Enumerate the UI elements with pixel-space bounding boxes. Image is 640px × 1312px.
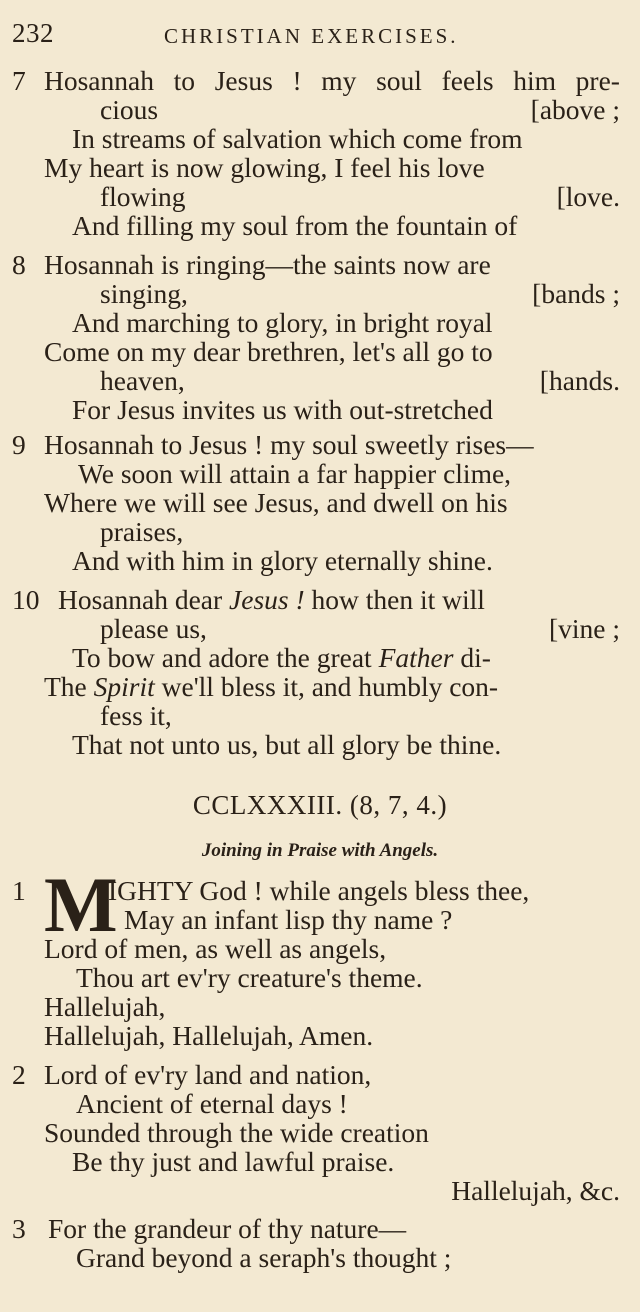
hymn-subtitle: Joining in Praise with Angels. (201, 840, 439, 861)
verse-line: For the grandeur of thy nature— (48, 1213, 407, 1244)
stanza-number: 9 (12, 429, 26, 460)
verse-line: For Jesus invites us with out-stretched (72, 394, 493, 425)
verse-line: May an infant lisp thy name ? (124, 904, 453, 935)
stanza-number: 3 (12, 1213, 26, 1244)
verse-line: praises, (100, 516, 184, 547)
refrain-cue: Hallelujah, &c. (451, 1175, 620, 1206)
verse-line: And with him in glory eternally shine. (72, 545, 493, 576)
stanza-number: 2 (12, 1059, 26, 1090)
verse-line: In streams of salvation which come from (72, 123, 523, 154)
verse-line: That not unto us, but all glory be thine. (72, 729, 502, 760)
verse-line: Hosannah is ringing—the saints now are (44, 249, 491, 280)
verse-line: Hosannah to Jesus ! my soul sweetly rises— (44, 429, 534, 460)
hymn-heading (0, 790, 640, 820)
turnover-word: [above ; (530, 94, 620, 125)
turnover-word: [love. (556, 181, 620, 212)
hymn-title: CCLXXXIII. (8, 7, 4.) (192, 790, 448, 820)
verse-line: please us, (100, 613, 207, 644)
verse-text: Hosannah dear (58, 584, 223, 615)
verse-text: di- (460, 642, 491, 673)
verse-line: My heart is now glowing, I feel his love (44, 152, 485, 183)
verse-line: singing, (100, 278, 188, 309)
verse-line: cious (100, 94, 159, 125)
stanza-number: 10 (12, 584, 40, 615)
italic-word: Spirit (93, 671, 155, 702)
verse-text: To bow and adore the great (72, 642, 372, 673)
turnover-word: [hands. (539, 365, 620, 396)
verse-line (58, 585, 485, 615)
verse-line: Lord of ev'ry land and nation, (44, 1059, 372, 1090)
verse-line: And filling my soul from the fountain of (72, 210, 518, 241)
verse-line: flowing (100, 181, 186, 212)
verse-line: Lord of men, as well as angels, (44, 933, 387, 964)
italic-word: Jesus ! (229, 584, 305, 615)
verse-line: Where we will see Jesus, and dwell on his (44, 487, 508, 518)
verse-text: The (44, 671, 87, 702)
verse-line: Come on my dear brethren, let's all go to (44, 336, 493, 367)
verse-line: And marching to glory, in bright royal (72, 307, 493, 338)
page-number: 232 (12, 18, 54, 48)
verse-text: how then it will (311, 584, 485, 615)
verse-line: Thou art ev'ry creature's theme. (76, 962, 423, 993)
verse-line: IGHTY God ! while angels bless thee, (108, 875, 530, 906)
stanza-number: 7 (12, 65, 26, 96)
verse-line: heaven, (100, 365, 185, 396)
stanza-number: 8 (12, 249, 26, 280)
verse-line: Hallelujah, Hallelujah, Amen. (44, 1020, 374, 1051)
verse-line: Be thy just and lawful praise. (72, 1146, 395, 1177)
page-header (12, 18, 620, 52)
verse-line: Grand beyond a seraph's thought ; (76, 1242, 452, 1273)
stanza-number: 1 (12, 875, 26, 906)
turnover-word: [vine ; (548, 613, 620, 644)
verse-line: Sounded through the wide creation (44, 1117, 429, 1148)
drop-cap: M (44, 861, 118, 948)
verse-line (72, 643, 491, 673)
turnover-word: [bands ; (532, 278, 620, 309)
verse-line (44, 672, 498, 702)
italic-word: Father (378, 642, 454, 673)
verse-line: Ancient of eternal days ! (76, 1088, 348, 1119)
verse-text: we'll bless it, and humbly con- (161, 671, 499, 702)
verse-line: Hallelujah, (44, 991, 166, 1022)
verse-line: Hosannah to Jesus ! my soul feels him pre- (44, 65, 620, 96)
verse-line: We soon will attain a far happier clime, (78, 458, 512, 489)
verse-line: fess it, (100, 700, 172, 731)
running-title: CHRISTIAN EXERCISES. (164, 24, 459, 48)
